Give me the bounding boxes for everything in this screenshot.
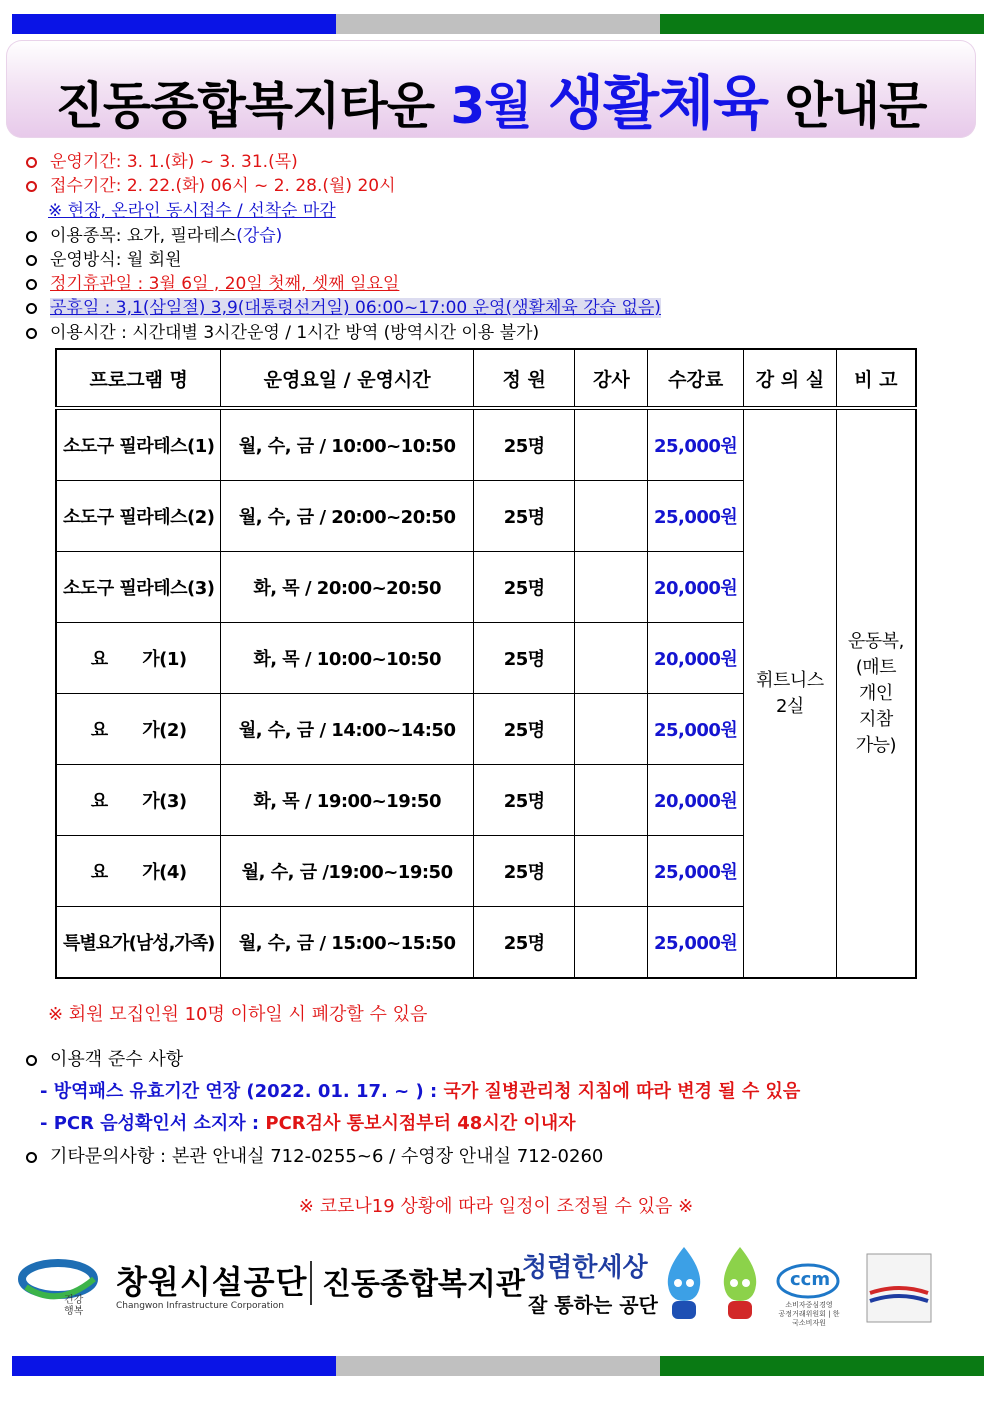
circle-bullet-icon — [26, 231, 37, 242]
table-row: 특별요가(남성,가족) 월, 수, 금 / 15:00~15:50 25명 25,000원 — [56, 907, 916, 979]
table-header-row — [56, 349, 916, 408]
circle-bullet-icon — [26, 157, 37, 168]
room-cell: 휘트니스 2실 — [744, 408, 837, 978]
col-header-fee: 수강료 — [648, 349, 744, 408]
top-color-bar — [12, 14, 984, 34]
info-hours: 이용시간 : 시간대별 3시간운영 / 1시간 방역 (방역시간 이용 불가) — [26, 321, 539, 345]
table-row: 소도구 필라테스(3) 화, 목 / 20:00~20:50 25명 20,000원 — [56, 552, 916, 623]
rule-pcr: - PCR 음성확인서 소지자 : PCR검사 통보시점부터 48시간 이내자 — [40, 1113, 576, 1134]
health-happiness-logo-icon — [18, 1257, 100, 1319]
facility-name: 진동종합복지관 — [322, 1267, 525, 1302]
ccm-text: ccm — [790, 1269, 831, 1290]
bottom-color-bar — [12, 1356, 984, 1376]
footer-logos — [18, 1245, 978, 1325]
info-holidays: 공휴일 : 3,1(삼일절) 3,9(대통령선거일) 06:00~17:00 운영(생활체육 강습 없음) — [26, 296, 661, 320]
remark-cell: 운동복, (매트 개인 지참 가능) — [836, 408, 916, 978]
service-quality-badge-icon — [866, 1253, 932, 1323]
table-row: 소도구 필라테스(1) 월, 수, 금 / 10:00~10:50 25명 25,000원 휘트니스 2실 운동복, (매트 개인 지참 가능) — [56, 408, 916, 481]
table-row: 요 가(3) 화, 목 / 19:00~19:50 25명 20,000원 — [56, 765, 916, 836]
title-banner — [6, 40, 976, 138]
circle-bullet-icon — [26, 328, 37, 339]
col-header-program: 프로그램 명 — [56, 349, 221, 408]
table-row: 요 가(2) 월, 수, 금 / 14:00~14:50 25명 25,000원 — [56, 694, 916, 765]
covid-note: ※ 코로나19 상황에 따라 일정이 조정될 수 있음 ※ — [298, 1196, 694, 1217]
slogan-top: 청렴한세상 — [522, 1253, 648, 1283]
contact-info: 기타문의사항 : 본관 안내실 712-0255~6 / 수영장 안내실 712-0260 — [26, 1142, 603, 1168]
col-header-instructor: 강사 — [575, 349, 648, 408]
info-period: 운영기간: 3. 1.(화) ~ 3. 31.(목) — [26, 150, 298, 174]
mascot-green-icon — [714, 1245, 766, 1323]
org-name: 창원시설공단 — [116, 1263, 308, 1301]
info-sports: 이용종목: 요가, 필라테스(강습) — [26, 224, 282, 248]
col-header-remark: 비 고 — [836, 349, 916, 408]
page-title: 진동종합복지타운 3월 생활체육 안내문 — [55, 69, 927, 137]
circle-bullet-icon — [26, 1152, 37, 1163]
circle-bullet-icon — [26, 1055, 37, 1066]
table-row: 요 가(1) 화, 목 / 10:00~10:50 25명 20,000원 — [56, 623, 916, 694]
info-registration-note: ※ 현장, 온라인 동시접수 / 선착순 마감 — [48, 201, 336, 221]
circle-bullet-icon — [26, 279, 37, 290]
divider — [310, 1261, 312, 1305]
org-english: Changwon Infrastructure Corporation — [116, 1301, 284, 1311]
circle-bullet-icon — [26, 255, 37, 266]
info-operation: 운영방식: 월 회원 — [26, 248, 182, 272]
info-closed-days: 정기휴관일 : 3월 6일 , 20일 첫째, 셋째 일요일 — [26, 272, 399, 296]
rule-pass: - 방역패스 유효기간 연장 (2022. 01. 17. ~ ) : 국가 질병관리청 지침에 따라 변경 될 수 있음 — [40, 1081, 801, 1102]
ccm-subtext: 소비자중심경영 공정거래위원회 | 한국소비자원 — [778, 1301, 840, 1327]
health-logo-text: 건강 행복 — [64, 1295, 84, 1317]
table-row: 소도구 필라테스(2) 월, 수, 금 / 20:00~20:50 25명 25,000원 — [56, 481, 916, 552]
info-registration: 접수기간: 2. 22.(화) 06시 ~ 2. 28.(월) 20시 — [26, 174, 396, 198]
slogan-bottom: 잘 통하는 공단 — [528, 1293, 658, 1317]
program-table — [55, 348, 917, 979]
mascot-blue-icon — [658, 1245, 710, 1323]
col-header-capacity: 정 원 — [473, 349, 575, 408]
circle-bullet-icon — [26, 303, 37, 314]
col-header-room: 강 의 실 — [744, 349, 837, 408]
col-header-schedule: 운영요일 / 운영시간 — [221, 349, 473, 408]
closure-note: ※ 회원 모집인원 10명 이하일 시 폐강할 수 있음 — [48, 1004, 428, 1025]
table-row: 요 가(4) 월, 수, 금 /19:00~19:50 25명 25,000원 — [56, 836, 916, 907]
circle-bullet-icon — [26, 181, 37, 192]
rules-title: 이용객 준수 사항 — [26, 1045, 183, 1071]
